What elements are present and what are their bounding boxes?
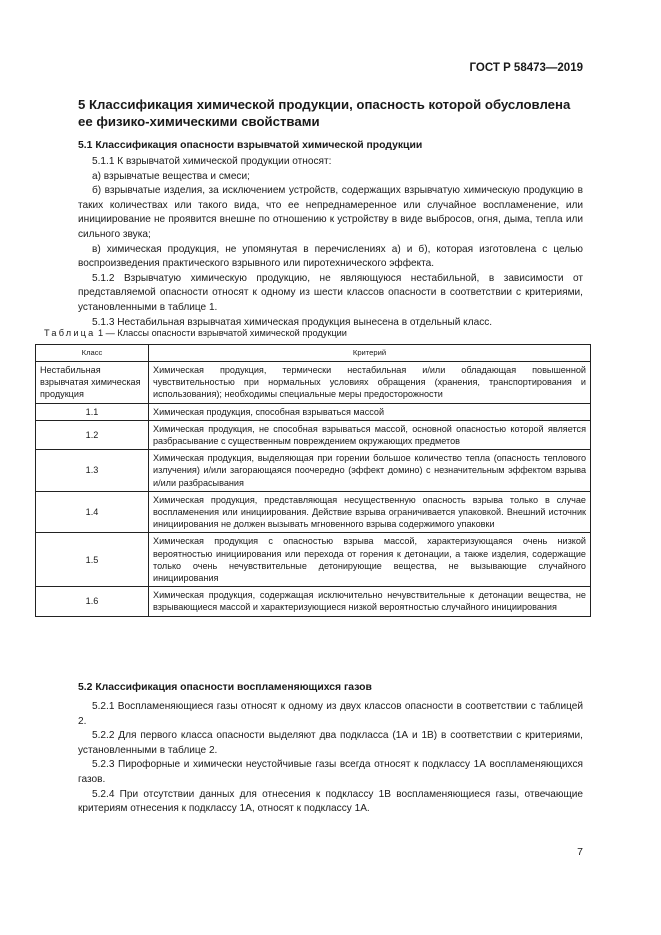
paragraph: 5.2.2 Для первого класса опасности выделяют два подкласса (1А и 1В) в соответствии с критериями, установленными в таблице 2. [78,730,583,756]
criterion-cell: Химическая продукция, содержащая исключительно нечувствительные к детонации вещества, не взрывающиеся массой и характеризующиеся низкой вероятностью случайного инициирования [149,587,591,616]
paragraph: б) взрывчатые изделия, за исключением устройств, содержащих взрывчатую химическую продукцию в таких количествах или такого вида, что ее непреднамеренное или случайное воспламенение, или инициирование не проявится внешне по отношению к устройству в виде выбросов, огня, дыма, тепла или сильного звука; [78,185,583,240]
class-cell: 1.2 [36,420,149,449]
table-header-row [36,345,591,362]
paragraph: в) химическая продукция, не упомянутая в перечислениях а) и б), которая изготовлена с целью воспроизведения практического взрывного или пиротехнического эффекта. [78,243,583,270]
section-5-2-body [78,700,583,817]
paragraph: 5.1.2 Взрывчатую химическую продукцию, не являющуюся нестабильной, в зависимости от представляемой опасности относят к одному из шести классов опасности в соответствии с критериями, установленными в таблице 1. [78,272,583,313]
column-header-class: Класс [36,345,149,362]
paragraph: 5.2.1 Воспламеняющиеся газы относят к одному из двух классов опасности в соответствии с таблицей 2. [78,701,583,727]
column-header-criterion: Критерий [149,345,591,362]
standard-number: ГОСТ Р 58473—2019 [469,62,583,74]
criterion-cell: Химическая продукция, способная взрываться массой [149,403,591,420]
table-caption-label: Таблица [44,328,96,338]
criterion-cell: Химическая продукция, термически нестабильная и/или обладающая повышенной чувствительностью при нормальных условиях обращения (хранения, транспортирования и использования); необходимы специальные меры предосторожности [149,362,591,404]
section-5-title: 5 Классификация химической продукции, опасность которой обусловлена ее физико-химическими свойствами [78,97,571,129]
table-row [36,362,591,404]
page-number: 7 [577,846,583,858]
hazard-classes-table [35,344,591,617]
criterion-cell: Химическая продукция, представляющая несущественную опасность взрыва только в случае воспламенения или инициирования. Действие взрыва ограничивается упаковкой. Внешний источник инициирования не должен вызывать мгновенного взрыва содержимого упаковки [149,491,591,533]
class-cell: 1.4 [36,491,149,533]
table-row [36,403,591,420]
criterion-cell: Химическая продукция, выделяющая при горении большое количество тепла (опасность теплового излучения) и/или загорающаяся поочередно (эффект домино) с незначительным эффектом взрыва и/или разбрасывания [149,450,591,492]
section-5-1-title: 5.1 Классификация опасности взрывчатой химической продукции [78,140,423,151]
class-cell: 1.1 [36,403,149,420]
paragraph: 5.1.3 Нестабильная взрывчатая химическая продукция вынесена в отдельный класс. [92,316,493,328]
class-cell: Нестабильная взрывчатая химическая продукция [36,362,149,404]
table-caption-text: 1 — Классы опасности взрывчатой химической продукции [98,328,347,338]
paragraph: 5.2.4 При отсутствии данных для отнесения к подклассу 1В воспламеняющиеся газы, отвечающие критериям отнесения к подклассу 1А, относят к подклассу 1А. [78,788,583,815]
section-5-1-body [78,155,583,330]
criterion-cell: Химическая продукция, не способная взрываться массой, основной опасностью которой является разбрасывание с существенным повреждением окружающих предметов [149,420,591,449]
table-row [36,533,591,587]
section-5-2-title: 5.2 Классификация опасности воспламеняющихся газов [78,682,372,693]
class-cell: 1.3 [36,450,149,492]
table-row [36,450,591,492]
table-row [36,420,591,449]
table-row [36,491,591,533]
criterion-cell: Химическая продукция с опасностью взрыва массой, характеризующаяся очень низкой вероятностью инициирования или перехода от горения к детонации, а также изделия, содержащие только очень нечувствительные детонирующие вещества, не вызывающие случайного инициирования [149,533,591,587]
class-cell: 1.6 [36,587,149,616]
class-cell: 1.5 [36,533,149,587]
table-row [36,587,591,616]
paragraph: 5.2.3 Пирофорные и химически неустойчивые газы всегда относят к подклассу 1А воспламеняющихся газов. [78,759,583,785]
paragraph: а) взрывчатые вещества и смеси; [92,170,250,182]
table-1-caption [44,328,347,338]
paragraph: 5.1.1 К взрывчатой химической продукции относят: [92,156,332,167]
